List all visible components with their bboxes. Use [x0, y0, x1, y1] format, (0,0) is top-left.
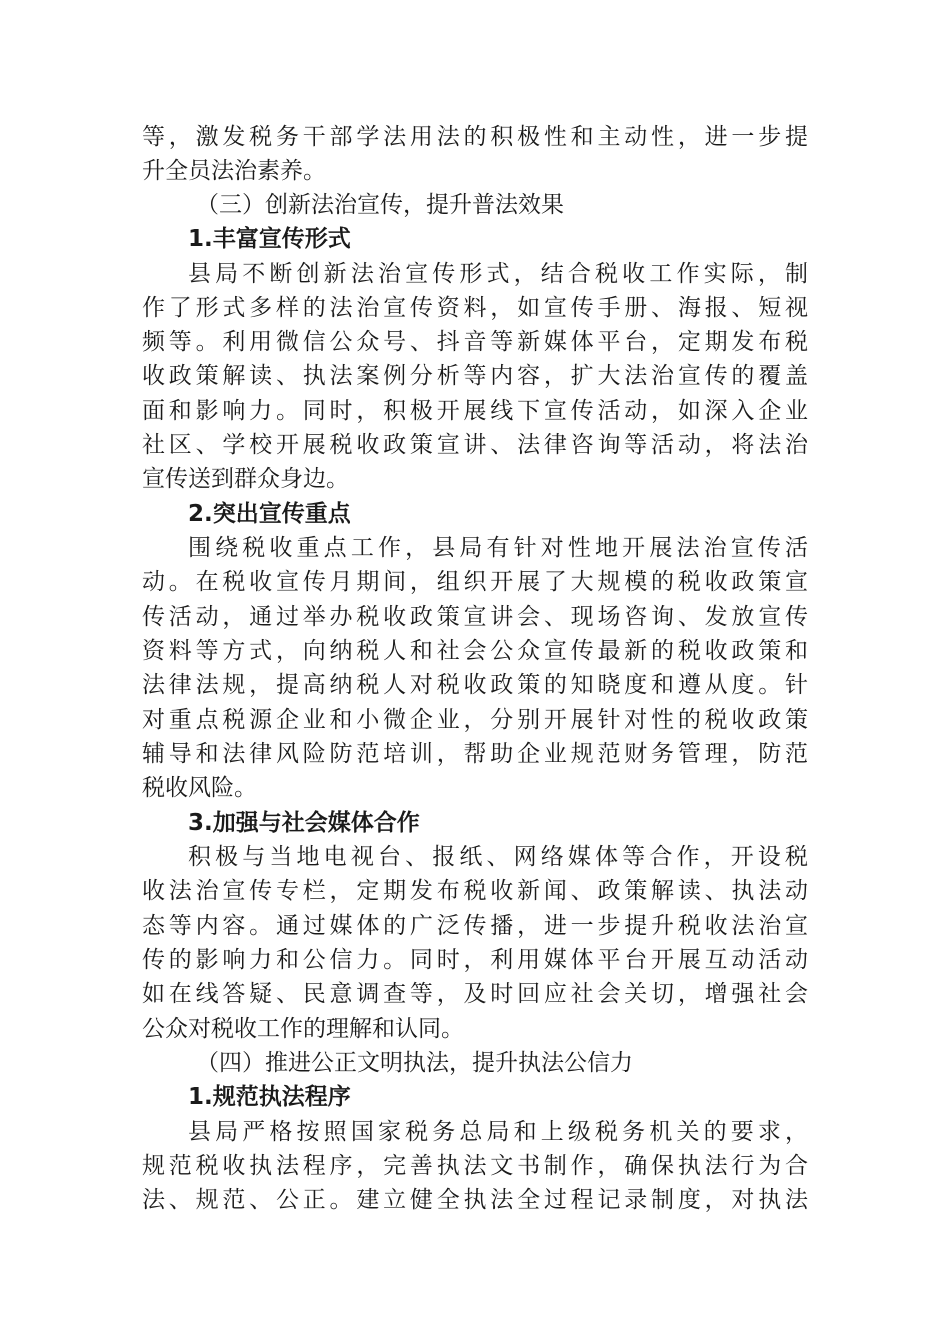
paragraph-line: 辅导和法律风险防范培训，帮助企业规范财务管理，防范 [142, 741, 808, 767]
paragraph-line: 社区、学校开展税收政策宣讲、法律咨询等活动，将法治 [142, 432, 808, 458]
paragraph-line: 面和影响力。同时，积极开展线下宣传活动，如深入企业 [142, 398, 808, 424]
paragraph-line: 法、规范、公正。建立健全执法全过程记录制度，对执法 [142, 1187, 808, 1213]
paragraph-line: 对重点税源企业和小微企业，分别开展针对性的税收政策 [142, 707, 808, 733]
subsection-heading: 2.突出宣传重点 [188, 501, 351, 527]
paragraph-line: 县局不断创新法治宣传形式，结合税收工作实际，制 [188, 261, 808, 287]
paragraph-line: 积极与当地电视台、报纸、网络媒体等合作，开设税 [188, 844, 808, 870]
paragraph-line: 公众对税收工作的理解和认同。 [142, 1016, 464, 1042]
paragraph-line: 围绕税收重点工作，县局有针对性地开展法治宣传活 [188, 535, 808, 561]
paragraph-line: 县局严格按照国家税务总局和上级税务机关的要求， [188, 1119, 808, 1145]
paragraph-line: 规范税收执法程序，完善执法文书制作，确保执法行为合 [142, 1153, 808, 1179]
paragraph-line: 如在线答疑、民意调查等，及时回应社会关切，增强社会 [142, 981, 808, 1007]
paragraph-line: 频等。利用微信公众号、抖音等新媒体平台，定期发布税 [142, 329, 808, 355]
paragraph-line: 升全员法治素养。 [142, 158, 326, 184]
paragraph-line: 收政策解读、执法案例分析等内容，扩大法治宣传的覆盖 [142, 363, 808, 389]
paragraph-line: 税收风险。 [142, 775, 257, 801]
paragraph-line: 法律法规，提高纳税人对税收政策的知晓度和遵从度。针 [142, 672, 808, 698]
paragraph-line: 宣传送到群众身边。 [142, 466, 349, 492]
paragraph-line: 收法治宣传专栏，定期发布税收新闻、政策解读、执法动 [142, 878, 808, 904]
section-heading: （三）创新法治宣传，提升普法效果 [196, 192, 564, 218]
paragraph-line: 态等内容。通过媒体的广泛传播，进一步提升税收法治宣 [142, 913, 808, 939]
subsection-heading: 1.规范执法程序 [188, 1084, 351, 1110]
paragraph-line: 资料等方式，向纳税人和社会公众宣传最新的税收政策和 [142, 638, 808, 664]
paragraph-line: 等，激发税务干部学法用法的积极性和主动性，进一步提 [142, 124, 808, 150]
paragraph-line: 动。在税收宣传月期间，组织开展了大规模的税收政策宣 [142, 569, 808, 595]
paragraph-line: 传活动，通过举办税收政策宣讲会、现场咨询、发放宣传 [142, 604, 808, 630]
paragraph-line: 传的影响力和公信力。同时，利用媒体平台开展互动活动 [142, 947, 808, 973]
section-heading: （四）推进公正文明执法，提升执法公信力 [196, 1050, 633, 1076]
subsection-heading: 1.丰富宣传形式 [188, 226, 351, 252]
paragraph-line: 作了形式多样的法治宣传资料，如宣传手册、海报、短视 [142, 295, 808, 321]
subsection-heading: 3.加强与社会媒体合作 [188, 810, 420, 836]
